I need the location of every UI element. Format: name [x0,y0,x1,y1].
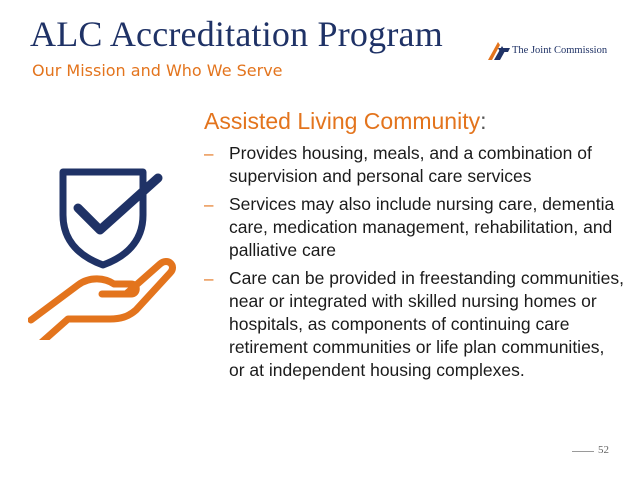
section-heading [204,108,487,135]
footer-rule [572,451,594,452]
joint-commission-logo-icon [488,40,510,60]
bullet-dash: – [204,195,214,214]
bullet-text: Care can be provided in freestanding communities, near or integrated with skilled nursing homes or hospitals, as components of continuing care retirement communities or life plan communities, or at independent housing complexes. [229,268,624,380]
joint-commission-logo [488,40,607,60]
bullet-list [204,142,624,387]
shield-check-icon [63,172,158,265]
bullet-text: Services may also include nursing care, dementia care, medication management, rehabilitation, and palliative care [229,194,615,260]
section-heading-colon: : [480,108,487,134]
bullet-item [204,142,624,188]
care-illustration [28,160,178,340]
bullet-item [204,267,624,382]
hand-icon [31,261,173,340]
slide-title: ALC Accreditation Program [30,14,443,54]
section-heading-text: Assisted Living Community [204,108,481,134]
slide-subtitle: Our Mission and Who We Serve [32,61,283,80]
logo-text: The Joint Commission [512,44,608,56]
page-number: 52 [598,444,609,456]
bullet-dash: – [204,269,214,288]
bullet-dash: – [204,144,214,163]
bullet-item [204,193,624,262]
bullet-text: Provides housing, meals, and a combination of supervision and personal care services [229,143,592,186]
